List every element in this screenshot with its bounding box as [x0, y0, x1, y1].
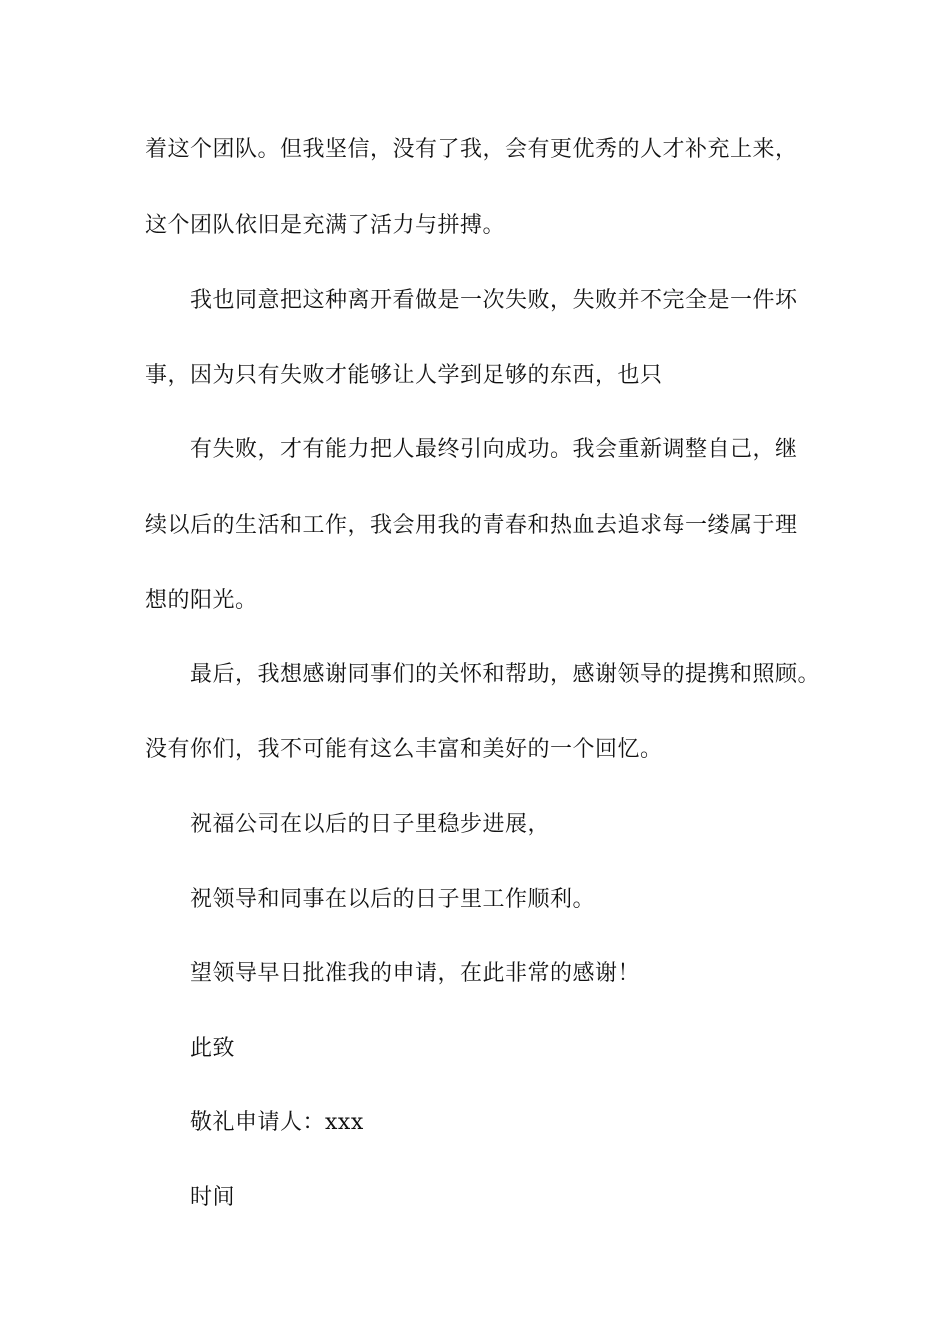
paragraph-line: 最后，我想感谢同事们的关怀和帮助，感谢领导的提携和照顾。 [190, 662, 821, 687]
paragraph-line: 续以后的生活和工作，我会用我的青春和热血去追求每一缕属于理 [145, 513, 798, 538]
paragraph-line: 这个团队依旧是充满了活力与拼搏。 [145, 213, 506, 238]
paragraph-line: 有失败，才有能力把人最终引向成功。我会重新调整自己，继 [190, 437, 798, 462]
paragraph-line: 没有你们，我不可能有这么丰富和美好的一个回忆。 [145, 737, 663, 762]
paragraph-line: 望领导早日批准我的申请，在此非常的感谢！ [190, 961, 641, 986]
paragraph-line: 想的阳光。 [145, 588, 258, 613]
paragraph-line: 祝福公司在以后的日子里稳步进展， [190, 812, 551, 837]
paragraph-line: 我也同意把这种离开看做是一次失败，失败并不完全是一件坏 [190, 288, 798, 313]
closing-line: 此致 [190, 1036, 236, 1061]
paragraph-line: 着这个团队。但我坚信，没有了我，会有更优秀的人才补充上来， [145, 137, 798, 162]
paragraph-line: 事，因为只有失败才能够让人学到足够的东西，也只 [145, 363, 663, 388]
paragraph-line: 祝领导和同事在以后的日子里工作顺利。 [190, 887, 596, 912]
date-line: 时间 [190, 1185, 236, 1210]
signature-line: 敬礼申请人：xxx [190, 1110, 364, 1135]
